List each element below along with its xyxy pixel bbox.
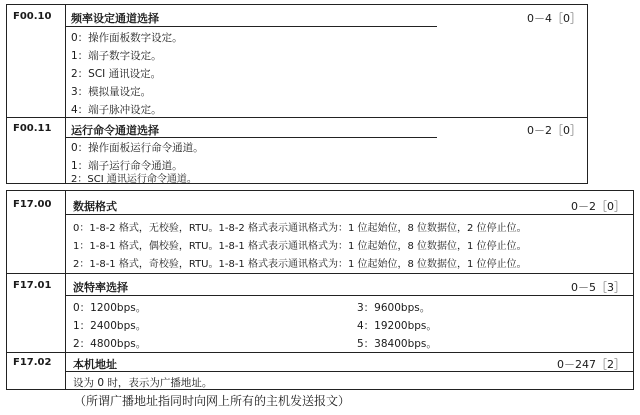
title-divider: [65, 26, 437, 27]
option-line: 2：1-8-1 格式，奇校验，RTU。1-8-1 格式表示通讯格式为：1 位起始位，8 位数据位，1 位停止位。: [73, 259, 527, 270]
row-divider: [7, 117, 587, 118]
param-range: 0－2［0］: [527, 124, 581, 137]
param-range: 0－5［3］: [571, 281, 625, 294]
option-line: 1：1-8-1 格式，偶校验，RTU。1-8-1 格式表示通讯格式为：1 位起始位，8 位数据位，1 位停止位。: [73, 241, 527, 252]
footnote-caption: （所谓广播地址指同时向网上所有的主机发送报文）: [74, 394, 351, 408]
param-title: 频率设定通道选择: [71, 12, 159, 25]
option-line: 4：端子脉冲设定。: [71, 104, 162, 116]
option-line: 3：模拟量设定。: [71, 86, 152, 98]
option-line: 4：19200bps。: [357, 320, 437, 332]
param-title: 波特率选择: [73, 281, 128, 294]
param-code: F17.02: [13, 357, 52, 368]
option-line: 2：SCI 通讯设定。: [71, 68, 162, 80]
param-title: 本机地址: [73, 358, 117, 371]
option-line: 2：SCI 通讯运行命令通道。: [71, 174, 197, 185]
option-line: 5：38400bps。: [357, 338, 437, 350]
option-line: 1：端子数字设定。: [71, 50, 162, 62]
param-code: F00.10: [13, 11, 52, 22]
title-divider: [65, 371, 633, 372]
title-divider: [65, 214, 633, 215]
code-column-divider: [65, 5, 66, 183]
param-title: 数据格式: [73, 200, 117, 213]
option-line: 设为 0 时，表示为广播地址。: [73, 377, 213, 389]
row-divider: [7, 273, 633, 274]
param-code: F17.00: [13, 199, 52, 210]
param-range: 0－247［2］: [557, 358, 625, 371]
option-line: 1：端子运行命令通道。: [71, 160, 183, 172]
option-line: 0：操作面板数字设定。: [71, 32, 183, 44]
option-line: 3：9600bps。: [357, 302, 431, 314]
param-title: 运行命令通道选择: [71, 124, 159, 137]
option-line: 1：2400bps。: [73, 320, 147, 332]
row-divider: [7, 352, 633, 353]
option-line: 0：1200bps。: [73, 302, 147, 314]
table-f17: [6, 190, 634, 390]
param-range: 0－4［0］: [527, 12, 581, 25]
option-line: 2：4800bps。: [73, 338, 147, 350]
title-divider: [65, 295, 633, 296]
param-range: 0－2［0］: [571, 200, 625, 213]
param-code: F00.11: [13, 123, 52, 134]
title-divider: [65, 137, 437, 138]
option-line: 0：操作面板运行命令通道。: [71, 142, 204, 154]
param-code: F17.01: [13, 280, 52, 291]
table-f00: [6, 4, 588, 184]
option-line: 0：1-8-2 格式，无校验，RTU。1-8-2 格式表示通讯格式为：1 位起始位，8 位数据位，2 位停止位。: [73, 223, 527, 234]
